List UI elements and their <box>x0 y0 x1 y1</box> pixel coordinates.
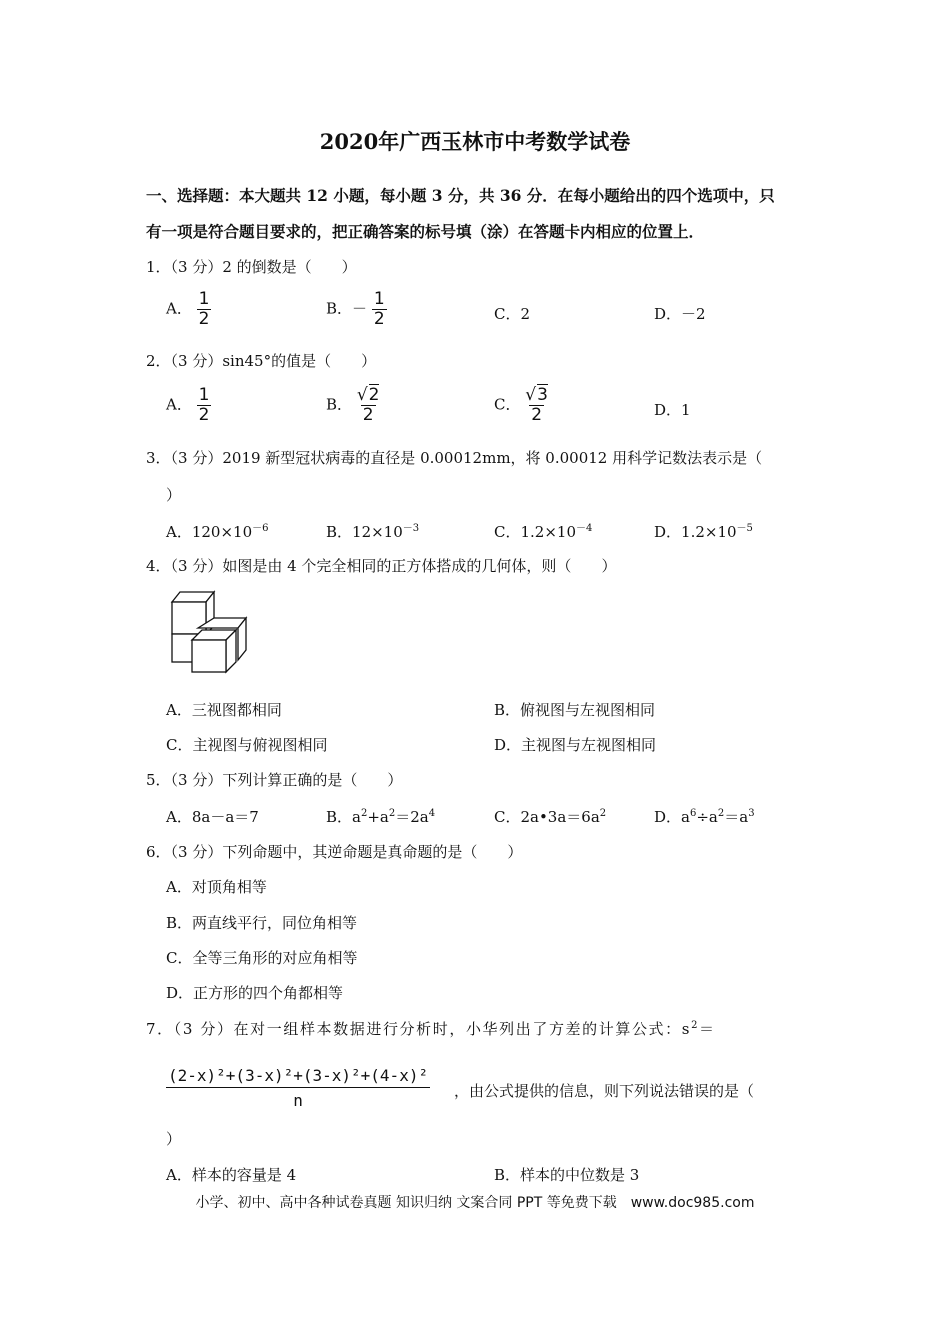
q2-option-a-fraction: $\frac{1}{2}$ <box>198 385 210 425</box>
q1-option-c: C．2 <box>494 305 531 323</box>
q5-stem: 5．（3 分）下列计算正确的是（ ） <box>146 771 403 789</box>
q2-option-c-fraction: $\frac{√3}{2}$ <box>525 385 548 425</box>
page-footer: 小学、初中、高中各种试卷真题 知识归纳 文案合同 PPT 等免费下载 www.doc985.com <box>195 1195 755 1211</box>
q7-stem: 7．（3 分）在对一组样本数据进行分析时，小华列出了方差的计算公式：$s^2=$ <box>146 1020 716 1038</box>
q1-option-d: D．－2 <box>654 305 706 323</box>
q1-option-b <box>326 290 387 329</box>
q2-option-b: B． $\frac{√2}{2}$ <box>326 385 380 425</box>
q5-option-c: C．$2a•3a=6a^2$ <box>494 808 607 826</box>
q6-stem: 6．（3 分）下列命题中，其逆命题是真命题的是（ ） <box>146 843 523 861</box>
q1-option-b-label: B．－ <box>326 299 368 318</box>
q7-formula-numerator: (2-x)²+(3-x)²+(3-x)²+(4-x)² <box>166 1066 430 1088</box>
q6-option-d: D．正方形的四个角都相等 <box>166 984 344 1002</box>
q3-stem-end: ） <box>166 486 182 504</box>
q1-option-a-label: A． <box>166 299 192 318</box>
q7-option-b: B．样本的中位数是 3 <box>494 1166 640 1184</box>
q6-option-b: B．两直线平行，同位角相等 <box>166 914 358 932</box>
q7-option-a: A．样本的容量是 4 <box>166 1166 297 1184</box>
q2-stem: 2．（3 分）sin45°的值是（ ） <box>146 352 377 370</box>
q6-option-a: A．对顶角相等 <box>166 878 267 896</box>
q3-option-c: C．$1.2\times 10^{-4}$ <box>494 523 593 541</box>
q3-option-a: A．$120\times 10^{-6}$ <box>166 523 269 541</box>
q2-option-b-fraction: $\frac{√2}{2}$ <box>356 385 380 425</box>
q4-option-a: A．三视图都相同 <box>166 701 282 719</box>
q4-option-b: B．俯视图与左视图相同 <box>494 701 656 719</box>
q4-option-c: C．主视图与俯视图相同 <box>166 736 328 754</box>
q7-formula-denominator: n <box>293 1091 303 1110</box>
cube-stack-figure <box>168 588 252 674</box>
page-title: 2020年广西玉林市中考数学试卷 <box>319 129 631 154</box>
q5-option-d: D．$a^6\div a^2=a^3$ <box>654 808 755 826</box>
q1-option-b-fraction: $\frac{1}{2}$ <box>373 289 385 329</box>
q5-option-a: A．8a－a＝7 <box>166 808 259 826</box>
q3-stem: 3．（3 分）2019 新型冠状病毒的直径是 0.00012mm，将 0.00012 用科学记数法表示是（ <box>146 449 763 467</box>
q1-stem: 1．（3 分）2 的倒数是（ ） <box>146 258 357 276</box>
q6-option-c: C．全等三角形的对应角相等 <box>166 949 358 967</box>
q3-option-b: B．$12\times 10^{-3}$ <box>326 523 420 541</box>
q7-stem-end: ） <box>166 1130 182 1148</box>
q1-option-a <box>166 290 211 329</box>
q7-variance-formula <box>166 1066 430 1110</box>
section-heading-line1: 一、选择题：本大题共 12 小题，每小题 3 分，共 36 分．在每小题给出的四个选项中，只 <box>146 186 775 205</box>
q7-stem-continued: ，由公式提供的信息，则下列说法错误的是（ <box>454 1082 755 1100</box>
section-heading-line2: 有一项是符合题目要求的，把正确答案的标号填（涂）在答题卡内相应的位置上． <box>146 222 705 241</box>
q2-option-d: D．1 <box>654 401 691 419</box>
q1-option-a-fraction: $\frac{1}{2}$ <box>198 289 210 329</box>
q2-option-c: C． $\frac{√3}{2}$ <box>494 385 548 425</box>
q4-stem: 4．（3 分）如图是由 4 个完全相同的正方体搭成的几何体，则（ ） <box>146 557 617 575</box>
q2-option-a: A． $\frac{1}{2}$ <box>166 385 210 425</box>
q4-option-d: D．主视图与左视图相同 <box>494 736 657 754</box>
q5-option-b: B．$a^2+a^2=2a^4$ <box>326 808 436 826</box>
q3-option-d: D．$1.2\times 10^{-5}$ <box>654 523 753 541</box>
